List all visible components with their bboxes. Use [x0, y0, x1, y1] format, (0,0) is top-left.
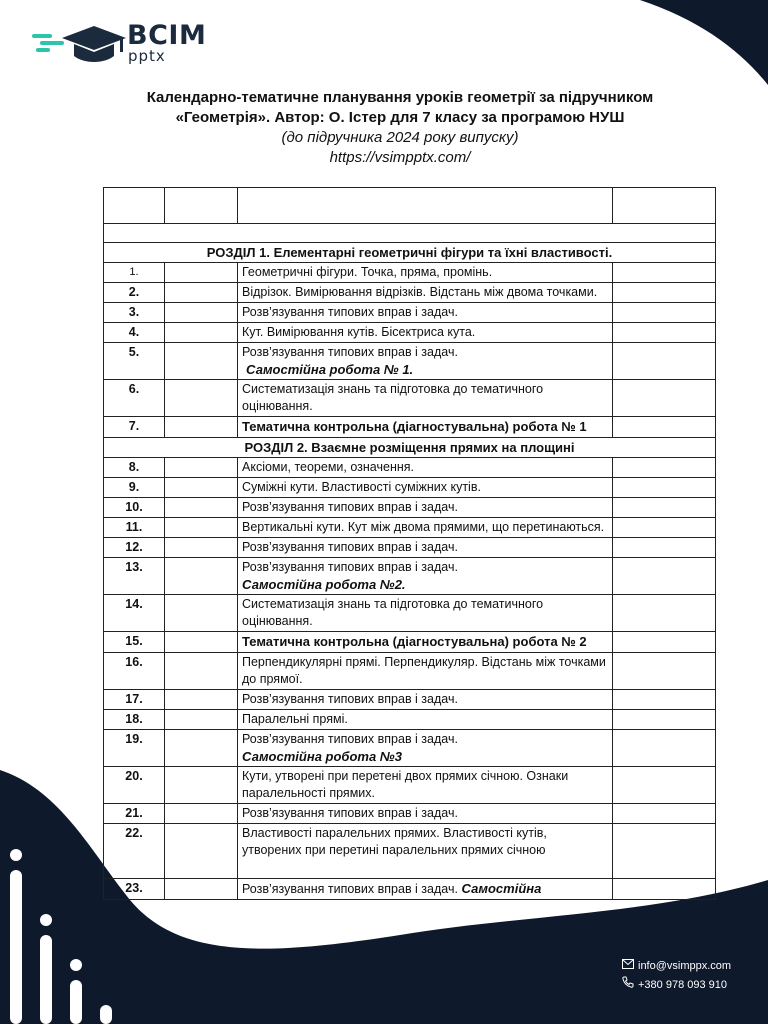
- lesson-date: [165, 824, 238, 879]
- header-cell: [165, 188, 238, 224]
- lesson-date: [165, 283, 238, 303]
- lesson-number: 4.: [104, 323, 165, 343]
- section-title: РОЗДІЛ 1. Елементарні геометричні фігури та їхні властивості.: [104, 243, 716, 263]
- lesson-topic-text: Розв’язування типових вправ і задач.: [242, 305, 458, 319]
- lesson-topic-text: Відрізок. Вимірювання відрізків. Відстань між двома точками.: [242, 285, 598, 299]
- lesson-number: 21.: [104, 804, 165, 824]
- lesson-number: 5.: [104, 343, 165, 380]
- lesson-row: [104, 417, 716, 438]
- lesson-row: [104, 303, 716, 323]
- lesson-note: [613, 558, 716, 595]
- lesson-note: [613, 767, 716, 804]
- lesson-date: [165, 303, 238, 323]
- lesson-topic-text: Тематична контрольна (діагностувальна) робота № 1: [242, 419, 587, 434]
- lesson-date: [165, 558, 238, 595]
- lesson-number: 6.: [104, 380, 165, 417]
- lesson-topic: [238, 824, 613, 879]
- lesson-row: [104, 323, 716, 343]
- lesson-note: [613, 283, 716, 303]
- section-row: [104, 438, 716, 458]
- lesson-note: [613, 538, 716, 558]
- lesson-topic-text: Розв’язування типових вправ і задач.: [242, 692, 458, 706]
- lesson-row: [104, 558, 716, 595]
- lesson-note: [613, 632, 716, 653]
- lesson-date: [165, 730, 238, 767]
- lesson-row: [104, 710, 716, 730]
- lesson-note: [613, 710, 716, 730]
- lesson-topic: [238, 323, 613, 343]
- lesson-date: [165, 710, 238, 730]
- lesson-number: 14.: [104, 595, 165, 632]
- spacer-cell: [104, 224, 716, 243]
- lesson-number: 19.: [104, 730, 165, 767]
- subtitle: (до підручника 2024 року випуску): [281, 129, 519, 146]
- lesson-row: [104, 518, 716, 538]
- independent-work-label: Самостійна робота № 1.: [246, 362, 414, 377]
- lesson-date: [165, 380, 238, 417]
- lesson-topic-text: Суміжні кути. Властивості суміжних кутів.: [242, 480, 481, 494]
- lesson-date: [165, 518, 238, 538]
- lesson-date: [165, 804, 238, 824]
- lesson-topic: [238, 730, 613, 767]
- lesson-topic: [238, 595, 613, 632]
- email-row: [622, 957, 731, 976]
- lesson-topic-text: Тематична контрольна (діагностувальна) робота № 2: [242, 634, 587, 649]
- lesson-row: [104, 538, 716, 558]
- lesson-note: [613, 417, 716, 438]
- lesson-topic: [238, 879, 613, 900]
- lesson-row: [104, 632, 716, 653]
- lesson-date: [165, 538, 238, 558]
- source-url: https://vsimpptx.com/: [329, 149, 471, 166]
- lesson-number: 16.: [104, 653, 165, 690]
- lesson-row: [104, 767, 716, 804]
- lesson-date: [165, 263, 238, 283]
- header-cell: [104, 188, 165, 224]
- lesson-topic: [238, 632, 613, 653]
- section-row: [104, 243, 716, 263]
- mail-icon: [622, 959, 634, 969]
- contact-phone[interactable]: +380 978 093 910: [638, 979, 728, 991]
- lesson-number: 9.: [104, 478, 165, 498]
- lesson-plan-body: [104, 188, 716, 900]
- lesson-date: [165, 632, 238, 653]
- lesson-date: [165, 417, 238, 438]
- lesson-row: [104, 478, 716, 498]
- lesson-row: [104, 498, 716, 518]
- lesson-topic-text: Розв’язування типових вправ і задач.: [242, 345, 458, 359]
- lesson-topic-text: Розв’язування типових вправ і задач.: [242, 560, 458, 574]
- lesson-note: [613, 690, 716, 710]
- lesson-note: [613, 824, 716, 879]
- lesson-date: [165, 653, 238, 690]
- lesson-topic: [238, 767, 613, 804]
- lesson-topic-text: Розв’язування типових вправ і задач.: [242, 732, 458, 746]
- lesson-date: [165, 690, 238, 710]
- lesson-note: [613, 478, 716, 498]
- lesson-topic: [238, 498, 613, 518]
- top-right-wave: [640, 0, 768, 85]
- lesson-number: 17.: [104, 690, 165, 710]
- phone-icon: [622, 976, 634, 988]
- lesson-topic-text: Перпендикулярні прямі. Перпендикуляр. Відстань між точками до прямої.: [242, 655, 606, 686]
- independent-work-label: Самостійна робота №3: [242, 749, 402, 764]
- lesson-number: 1.: [104, 263, 165, 283]
- section-title: РОЗДІЛ 2. Взаємне розміщення прямих на площині: [104, 438, 716, 458]
- lesson-note: [613, 263, 716, 283]
- lesson-topic-text: Розв’язування типових вправ і задач.: [242, 882, 458, 896]
- lesson-note: [613, 879, 716, 900]
- lesson-number: 3.: [104, 303, 165, 323]
- brand-sub: pptx: [128, 47, 166, 65]
- lesson-row: [104, 380, 716, 417]
- lesson-note: [613, 518, 716, 538]
- lesson-row: [104, 458, 716, 478]
- contact-email[interactable]: info@vsimppx.com: [638, 960, 732, 972]
- independent-work-label: Самостійна: [461, 881, 542, 896]
- title-line-1: Календарно-тематичне планування уроків геометрії за підручником: [146, 89, 654, 106]
- lesson-number: 13.: [104, 558, 165, 595]
- lesson-topic-text: Вертикальні кути. Кут між двома прямими, що перетинаються.: [242, 520, 605, 534]
- lesson-row: [104, 653, 716, 690]
- lesson-row: [104, 283, 716, 303]
- lesson-topic-text: Розв’язування типових вправ і задач.: [242, 540, 458, 554]
- lesson-row: [104, 824, 716, 879]
- lesson-topic-text: Розв’язування типових вправ і задач.: [242, 806, 458, 820]
- lesson-date: [165, 458, 238, 478]
- lesson-topic: [238, 690, 613, 710]
- lesson-topic: [238, 380, 613, 417]
- lesson-date: [165, 879, 238, 900]
- lesson-date: [165, 478, 238, 498]
- brand-name: ВСІМ: [127, 20, 207, 51]
- contacts: [622, 957, 731, 995]
- lesson-topic: [238, 458, 613, 478]
- lesson-row: [104, 343, 716, 380]
- lesson-topic-text: Паралельні прямі.: [242, 712, 348, 726]
- lesson-number: 10.: [104, 498, 165, 518]
- lesson-note: [613, 343, 716, 380]
- lesson-number: 18.: [104, 710, 165, 730]
- lesson-note: [613, 380, 716, 417]
- document-header: [120, 88, 680, 168]
- lesson-date: [165, 498, 238, 518]
- header-cell: [613, 188, 716, 224]
- lesson-topic: [238, 804, 613, 824]
- lesson-row: [104, 879, 716, 900]
- lesson-topic: [238, 343, 613, 380]
- lesson-row: [104, 730, 716, 767]
- lesson-date: [165, 343, 238, 380]
- lesson-note: [613, 303, 716, 323]
- lesson-number: 15.: [104, 632, 165, 653]
- lesson-number: 2.: [104, 283, 165, 303]
- lesson-topic: [238, 518, 613, 538]
- lesson-number: 11.: [104, 518, 165, 538]
- lesson-topic-text: Властивості паралельних прямих. Властивості кутів, утворених при перетині паралельних прямих січною: [242, 826, 547, 857]
- lesson-row: [104, 263, 716, 283]
- lesson-topic: [238, 478, 613, 498]
- lesson-row: [104, 804, 716, 824]
- lesson-topic: [238, 710, 613, 730]
- lesson-topic: [238, 303, 613, 323]
- lesson-topic-text: Кути, утворені при перетені двох прямих січною. Ознаки паралельності прямих.: [242, 769, 569, 800]
- lesson-number: 20.: [104, 767, 165, 804]
- lesson-topic-text: Систематизація знань та підготовка до тематичного оцінювання.: [242, 382, 544, 413]
- lesson-topic: [238, 263, 613, 283]
- title-line-2: «Геометрія». Автор: О. Істер для 7 класу за програмою НУШ: [175, 109, 625, 126]
- lesson-number: 12.: [104, 538, 165, 558]
- lesson-topic: [238, 653, 613, 690]
- lesson-number: 23.: [104, 879, 165, 900]
- lesson-note: [613, 595, 716, 632]
- lesson-date: [165, 767, 238, 804]
- lesson-topic: [238, 558, 613, 595]
- lesson-date: [165, 595, 238, 632]
- lesson-note: [613, 804, 716, 824]
- lesson-topic-text: Кут. Вимірювання кутів. Бісектриса кута.: [242, 325, 476, 339]
- lesson-row: [104, 595, 716, 632]
- lesson-topic-text: Розв’язування типових вправ і задач.: [242, 500, 458, 514]
- header-cell: [238, 188, 613, 224]
- lesson-topic: [238, 417, 613, 438]
- lesson-date: [165, 323, 238, 343]
- lesson-row: [104, 690, 716, 710]
- spacer-row: [104, 224, 716, 243]
- lesson-topic-text: Систематизація знань та підготовка до тематичного оцінювання.: [242, 597, 544, 628]
- lesson-topic-text: Геометричні фігури. Точка, пряма, промінь.: [242, 265, 493, 279]
- lesson-note: [613, 730, 716, 767]
- independent-work-label: Самостійна робота №2.: [242, 577, 406, 592]
- lesson-number: 8.: [104, 458, 165, 478]
- lesson-number: 22.: [104, 824, 165, 879]
- lesson-topic-text: Аксіоми, теореми, означення.: [242, 460, 414, 474]
- lesson-note: [613, 458, 716, 478]
- lesson-topic: [238, 538, 613, 558]
- lesson-note: [613, 323, 716, 343]
- header-row: [104, 188, 716, 224]
- lesson-note: [613, 653, 716, 690]
- phone-row: [622, 976, 731, 995]
- lesson-note: [613, 498, 716, 518]
- lesson-topic: [238, 283, 613, 303]
- lesson-number: 7.: [104, 417, 165, 438]
- lesson-plan-table: [103, 187, 716, 900]
